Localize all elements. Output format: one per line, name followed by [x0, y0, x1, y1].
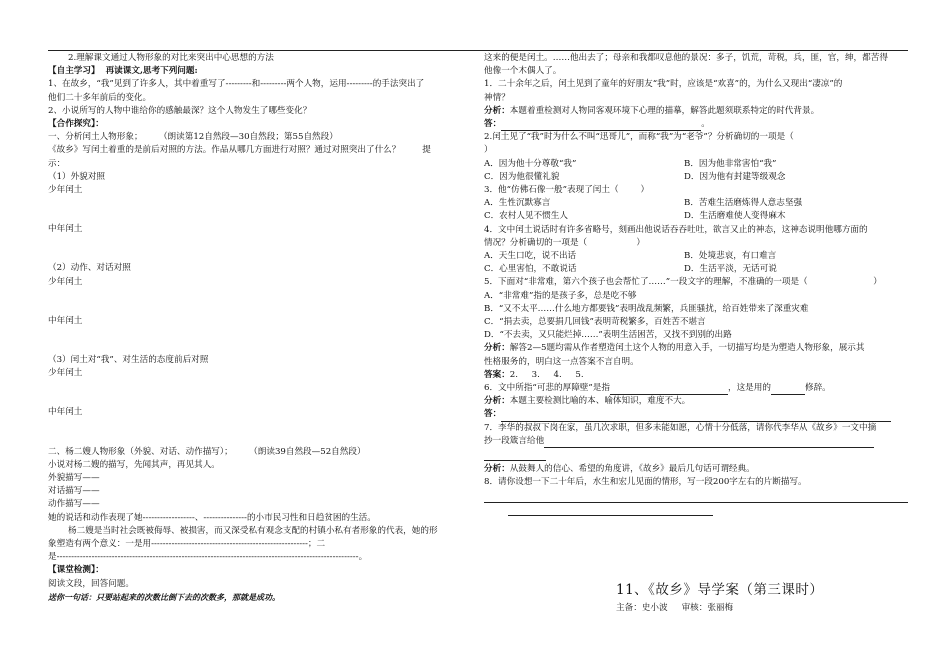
q3-option-a[interactable]: A．生性沉默寡言	[484, 198, 551, 209]
motto: 送你一句话：只要站起来的次数比倒下去的次数多，那就是成功。	[48, 592, 280, 602]
editors-line	[616, 601, 747, 613]
section-1-title-text: 一、分析闰土人物形象；	[48, 132, 143, 143]
answer-6-blank[interactable]	[501, 411, 891, 422]
analysis-1-text: 本题着重检测对人物同客观环境下心理的描摹，解答此题须联系特定的时代背景。	[509, 105, 820, 116]
question-7b-text: 抄一段箴言给他	[484, 435, 545, 446]
young-runtu-1: 少年闰土	[48, 185, 83, 196]
passage-line-1: 这来的便是闰土。……他出去了；母亲和我都叹息他的景况：多子，饥荒，苛税，兵，匪，官，绅，都苦得	[484, 53, 888, 63]
author: 主备：史小波	[616, 603, 668, 613]
section-1-hint: 提	[422, 145, 431, 156]
middle-runtu-2: 中年闰土	[48, 315, 83, 326]
section-2-intro: 小说对杨二嫂的描写，先闻其声，再见其人。	[48, 459, 220, 470]
q6-blank-2[interactable]	[771, 384, 805, 395]
question-4b	[484, 237, 908, 250]
meaning-line-3: 是--------------------------------------------------------------------------------------------------------。	[48, 552, 368, 563]
top-rule	[48, 50, 908, 51]
answers-label: 答案：	[484, 369, 510, 380]
learning-goal-2: 2.理解课文通过人物形象的对比来突出中心思想的方法	[68, 53, 274, 63]
q4-option-d[interactable]: D．生活平淡，无话可说	[684, 264, 777, 275]
q5-option-d[interactable]: D．“不去卖，又只能烂掉……”表明生活困苦，又找不到别的出路	[484, 330, 732, 341]
self-study-header: 【自主学习】	[48, 66, 100, 77]
q4-option-b[interactable]: B．处境悲哀，有口难言	[684, 251, 777, 262]
question-4b-text: 情况？分析确切的一项是（	[484, 237, 588, 248]
left-column	[48, 52, 468, 604]
reviewer: 审核：张丽梅	[681, 603, 734, 613]
question-2b: ）	[484, 145, 493, 156]
q5-option-c[interactable]: C．“捐去卖，总要捐几回钱”表明苛税繁多，百姓苦不堪言	[484, 317, 706, 328]
q3-option-b[interactable]: B．苦难生活磨炼得人意志坚强	[684, 198, 803, 209]
section-1-question-text: 《故乡》写闰土着重的是前后对照的方法。作品从哪几方面进行对照？通过对照突出了什么？	[48, 145, 401, 156]
question-5-text: 5．下面对“非常难，第六个孩子也会帮忙了……”一段文字的理解，不准确的一项是（	[484, 277, 808, 288]
dialogue-description: 对话描写——	[48, 486, 100, 497]
q3-options-row-1	[484, 197, 908, 210]
q3-option-c[interactable]: C．农村人见不惯生人	[484, 211, 568, 222]
middle-runtu-3: 中年闰土	[48, 407, 83, 418]
q7-blank-2[interactable]	[484, 450, 546, 461]
question-6-pre: 6．文中所指“可悲的厚障壁”是指	[484, 383, 610, 394]
section-1-question	[48, 144, 468, 157]
answer-6	[484, 408, 908, 421]
analysis-2a	[484, 342, 908, 355]
section-1-hint-2: 示：	[48, 158, 66, 169]
question-1a: 1．二十余年之后，闰土见到了童年的好朋友“我”时，应该是“欢喜”的，为什么又现出“凄凉”的	[484, 79, 843, 90]
analysis-3-text: 本题主要检测比喻的本、喻体知识，难度不大。	[509, 396, 691, 407]
q8-writing-line-2[interactable]	[508, 505, 713, 516]
q2-options-row-2	[484, 171, 908, 184]
analysis-4-text: 从鼓舞人的信心、希望的角度讲，《故乡》最后几句话可谓经典。	[509, 464, 755, 475]
question-3-text: 3．他“仿佛石像一般”表现了闰土（	[484, 185, 619, 196]
q2-option-a[interactable]: A．因为他十分尊敬“我”	[484, 158, 577, 169]
question-1a: 1、在故乡，“我”见到了许多人，其中着重写了---------和---------两个人物，运用---------的手法突出了	[48, 79, 425, 90]
q3-option-d[interactable]: D．生活磨难使人变得麻木	[684, 211, 786, 222]
meaning-line-2: 象塑造有两个意义：一是用------------------------------------------------------；二	[48, 539, 326, 550]
q3-options-row-2	[484, 210, 908, 223]
young-runtu-2: 少年闰土	[48, 276, 83, 287]
analysis-4	[484, 463, 908, 476]
answer-label: 答：	[484, 409, 502, 420]
q7-blank-1[interactable]	[544, 437, 874, 448]
question-1b: 他们二十多年前后的变化。	[48, 92, 152, 103]
question-6	[484, 382, 908, 395]
compare-attitude: （3）闰土对“我”、对生活的态度前后对照	[48, 355, 209, 366]
q8-writing-line-1[interactable]	[484, 492, 908, 503]
q6-blank-1[interactable]	[610, 384, 728, 395]
answer-1-blank[interactable]	[501, 120, 701, 131]
analysis-label: 分析：	[484, 343, 510, 354]
compare-appearance: （1）外貌对照	[48, 171, 106, 182]
q2-options-row-1	[484, 158, 908, 171]
self-study-section	[48, 65, 468, 78]
analysis-label: 分析：	[484, 105, 510, 116]
section-1-title	[48, 131, 468, 144]
question-6-post: 修辞。	[804, 383, 831, 394]
question-3	[484, 184, 908, 197]
question-2: 2、小说所写的人物中谁给你的感触最深？这个人物发生了哪些变化？	[48, 105, 312, 116]
q4-options-row-2	[484, 263, 908, 276]
question-5-close: ）	[873, 277, 882, 288]
question-2a: 2.闰土见了“我”时为什么不叫“迅哥儿”，而称“我”为“老爷”？分析确切的一项是（	[484, 132, 794, 143]
question-4-close: ）	[636, 237, 645, 248]
question-6-mid: ，这是用的	[727, 383, 771, 394]
analysis-3	[484, 395, 908, 408]
q2-option-c[interactable]: C．因为他很懂礼貌	[484, 171, 560, 182]
q2-option-d[interactable]: D．因为他有封建等级观念	[684, 171, 786, 182]
question-8: 8．请你设想一下二十年后，水生和宏儿见面的情形，写一段200字左右的片断描写。	[484, 477, 807, 488]
q5-option-a[interactable]: A．“非常难”指的是孩子多，总是吃不够	[484, 290, 637, 301]
right-column	[484, 52, 908, 518]
section-2-title-text: 二、杨二嫂人物形象（外貌、对话、动作描写）；	[48, 446, 233, 457]
q4-option-c[interactable]: C．心里害怕，不敢说话	[484, 264, 577, 275]
passage-line-2: 他像一个木偶人了。	[484, 66, 562, 77]
q2-option-b[interactable]: B．因为他非常害怕“我”	[684, 158, 777, 169]
analysis-label: 分析：	[484, 464, 510, 475]
appearance-description: 外貌描写——	[48, 473, 100, 484]
check-header: 【课堂检测】：	[48, 565, 104, 576]
answer-label: 答：	[484, 119, 502, 130]
young-runtu-3: 少年闰土	[48, 368, 83, 379]
self-study-prompt: 再读课文,思考下列问题:	[105, 66, 198, 77]
answers-2-5	[484, 369, 908, 382]
q4-option-a[interactable]: A．天生口吃，说不出话	[484, 251, 577, 262]
check-task: 阅读文段，回答问题。	[48, 578, 134, 589]
question-1b: 神情？	[484, 92, 510, 103]
answer-1: 答： 。	[484, 118, 908, 131]
middle-runtu-1: 中年闰土	[48, 224, 83, 235]
analysis-label: 分析：	[484, 396, 510, 407]
section-1-reading: （朗读第12自然段—30自然段；第55自然段）	[158, 132, 338, 143]
answers-text: 2. 3. 4. 5.	[509, 369, 584, 380]
coop-header: 【合作探究】：	[48, 119, 104, 130]
lesson-title: 11、《故乡》导学案（第三课时）	[616, 582, 824, 598]
question-3-close: ）	[640, 185, 650, 196]
analysis-2a-text: 解答2—5题均需从作者塑造闰土这个人物的用意入手，一切描写均是为塑造人物形象，展示其	[509, 343, 865, 354]
action-description: 动作描写——	[48, 499, 100, 510]
section-2-reading: （朗读39自然段—52自然段）	[249, 446, 366, 457]
question-5	[484, 276, 908, 289]
question-7a: 7．李华的叔叔下岗在家，虽几次求职，但多未能如愿，心情十分低落，请你代李华从《故乡》一文中摘	[484, 422, 877, 433]
question-7b	[484, 435, 908, 448]
meaning-line-1: 杨二嫂是当时社会既被侮辱、被损害，而又深受私有观念支配的村镇小私有者形象的代表，她的形	[68, 525, 438, 536]
compare-action-dialogue: （2）动作、对话对照	[48, 263, 131, 274]
section-2-summary: 她的说话和动作表现了她------------------、---------------的小市民习性和日趋贫困的生活。	[48, 512, 376, 523]
q4-options-row-1	[484, 250, 908, 263]
q5-option-b[interactable]: B．“又不太平……什么地方都要钱”表明战乱频繁，兵匪骚扰，给百姓带来了深重灾难	[484, 303, 809, 314]
section-2-title	[48, 446, 468, 459]
analysis-1	[484, 105, 908, 118]
question-4a: 4．文中闰土说话时有许多省略号，刻画出他说话吞吞吐吐，欲言又止的神态，这神态说明他哪方面的	[484, 224, 868, 235]
analysis-2b: 性格服务的，明白这一点答案不言自明。	[484, 356, 639, 367]
